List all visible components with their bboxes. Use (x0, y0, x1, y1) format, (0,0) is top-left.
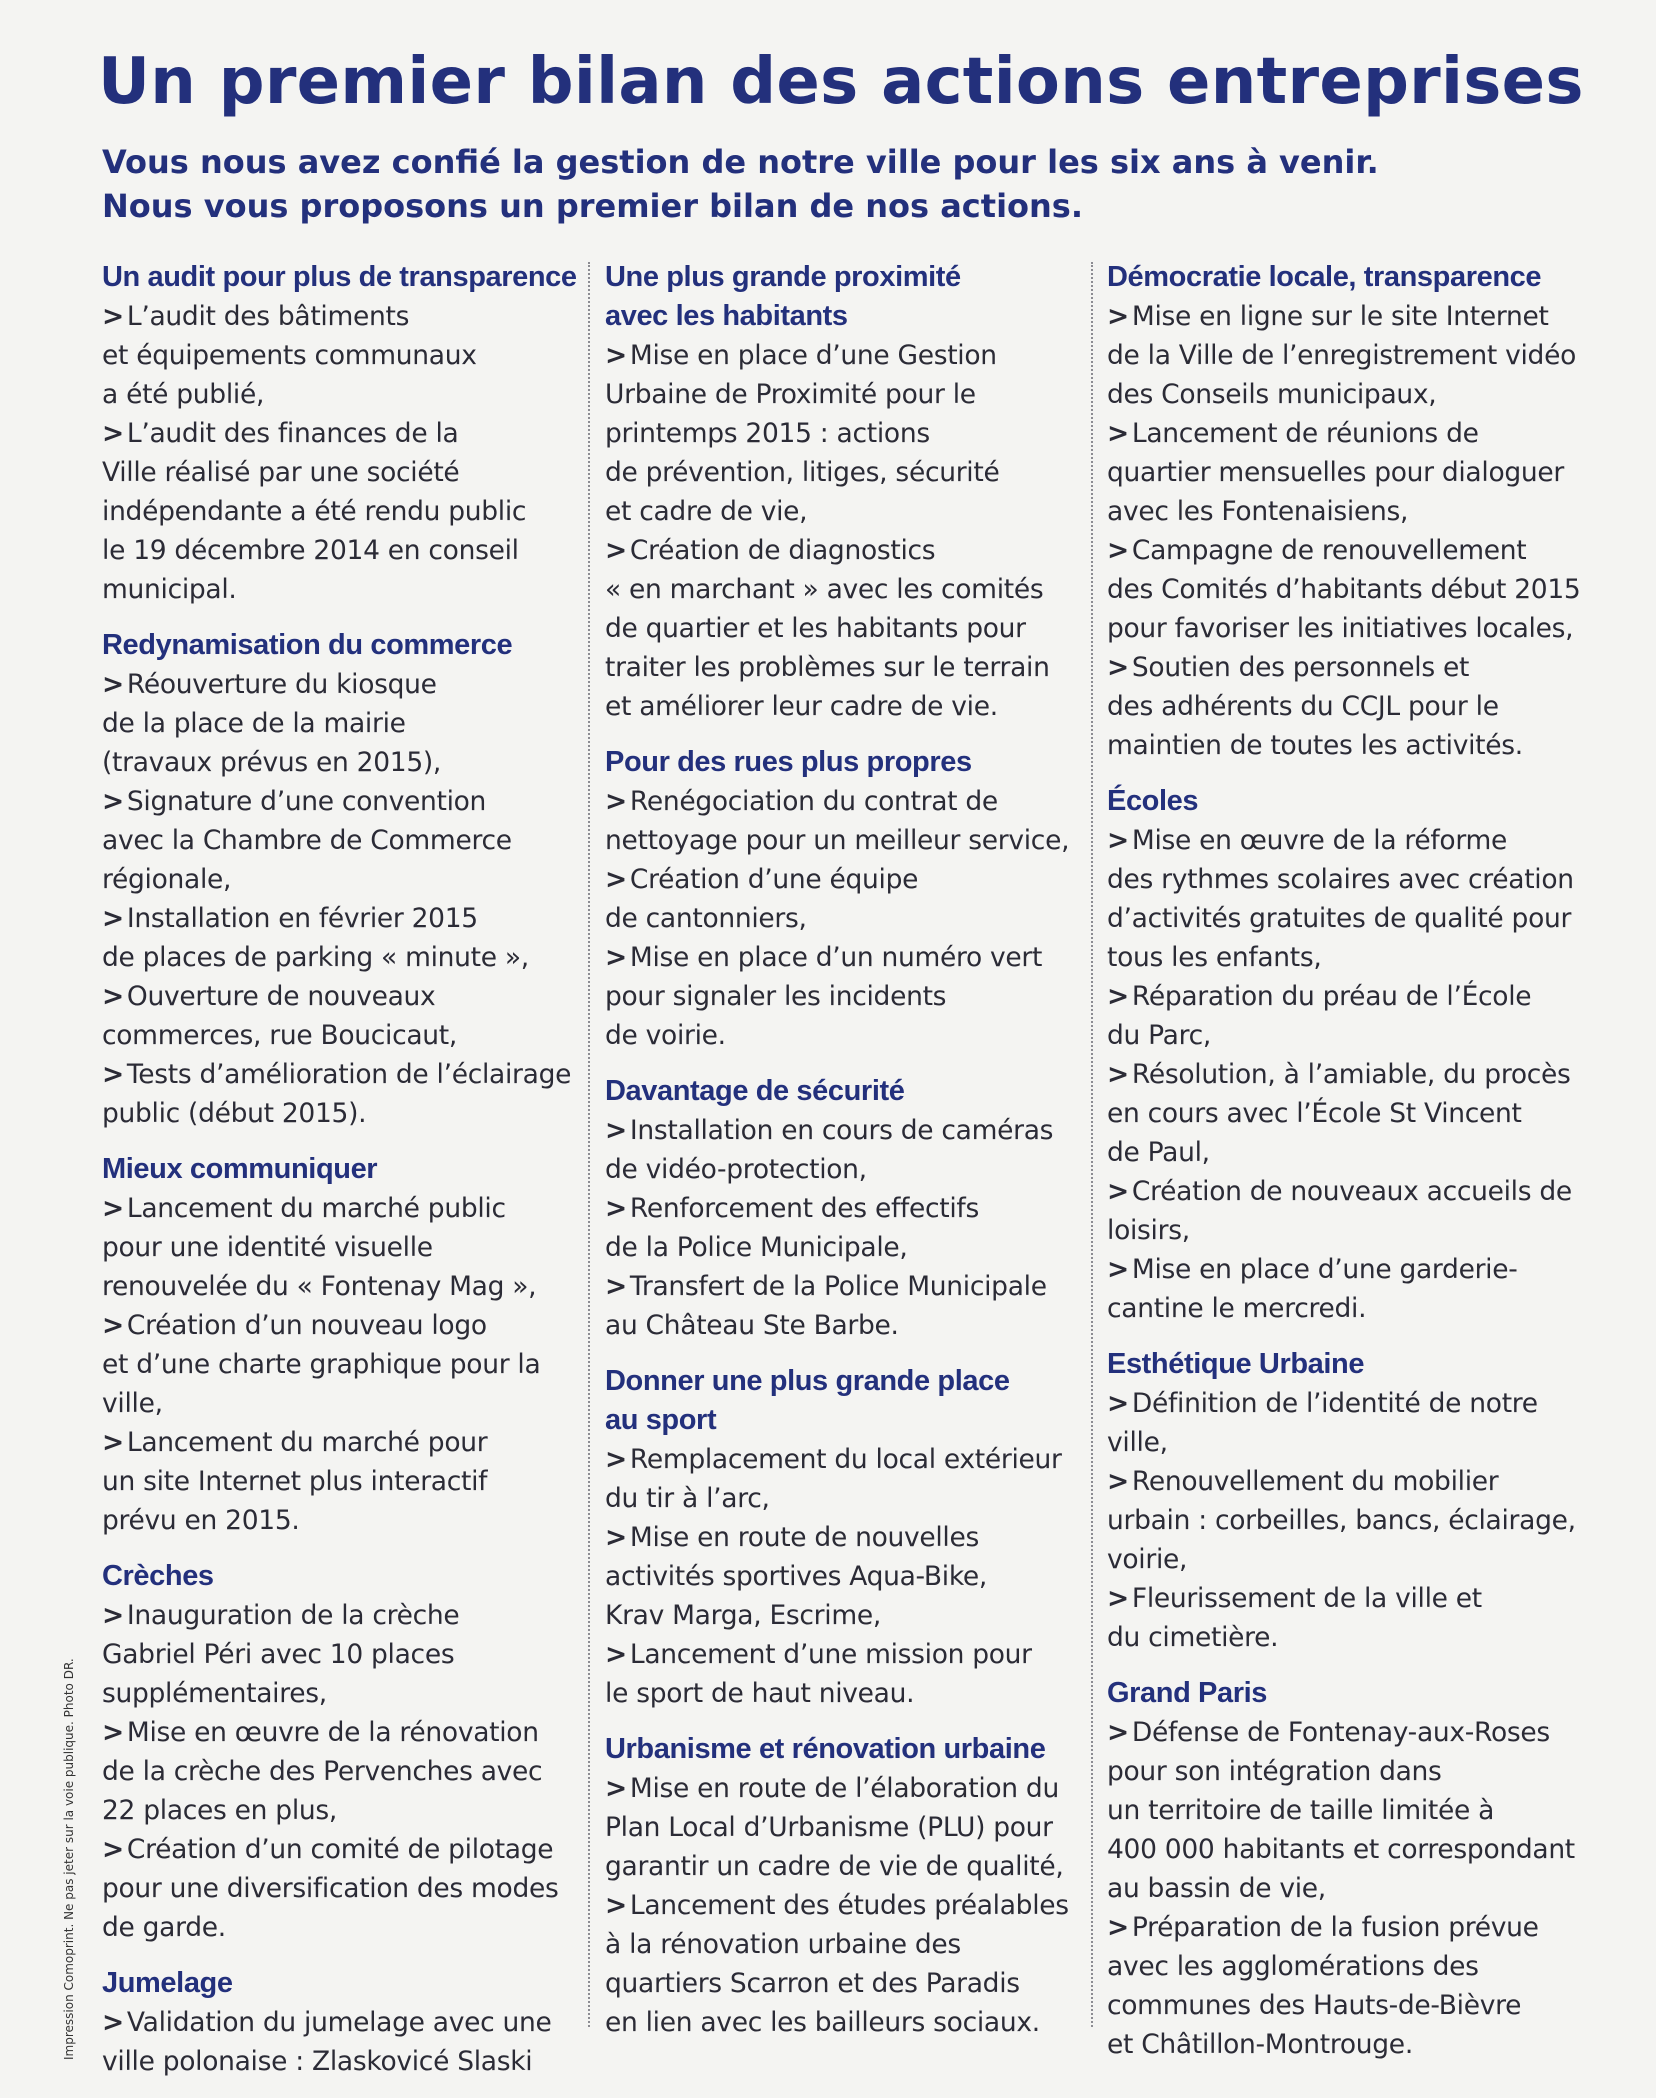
bullet-arrow-icon: > (102, 1310, 124, 1341)
list-item (102, 414, 578, 609)
list-item-line: public (début 2015). (102, 1098, 367, 1129)
action-list (1107, 1384, 1587, 1657)
section-heading (1107, 258, 1587, 297)
list-item (102, 899, 578, 977)
bullet-arrow-icon: > (1107, 1388, 1129, 1419)
bullet-arrow-icon: > (605, 1115, 627, 1146)
list-item-line: des Conseils municipaux, (1107, 379, 1437, 410)
section-heading-line: Mieux communiquer (102, 1153, 378, 1185)
list-item-line: en lien avec les bailleurs sociaux. (605, 2007, 1040, 2038)
list-item-line: du cimetière. (1107, 1622, 1279, 1653)
list-item-line: tous les enfants, (1107, 942, 1322, 973)
action-list (605, 1440, 1085, 1713)
action-list (102, 2003, 578, 2081)
list-item-line: de places de parking « minute », (102, 942, 529, 973)
list-item (605, 1267, 1085, 1345)
bullet-arrow-icon: > (605, 535, 627, 566)
list-item-line: et équipements communaux (102, 340, 477, 371)
section-heading (102, 626, 578, 665)
section (102, 1557, 578, 1947)
list-item (1107, 1384, 1587, 1462)
action-list (605, 336, 1085, 726)
section-heading-line: Une plus grande proximité (605, 261, 961, 293)
list-item-line: Lancement du marché public (126, 1193, 506, 1224)
bullet-arrow-icon: > (1107, 1254, 1129, 1285)
list-item (1107, 977, 1587, 1055)
list-item-line: Ouverture de nouveaux (126, 981, 436, 1012)
bullet-arrow-icon: > (102, 669, 124, 700)
list-item-line: Soutien des personnels et (1131, 652, 1470, 683)
section (605, 1730, 1085, 2042)
list-item-line: des adhérents du CCJL pour le (1107, 691, 1499, 722)
list-item-line: communes des Hauts-de-Bièvre (1107, 1990, 1522, 2021)
column-1 (102, 258, 578, 2098)
bullet-arrow-icon: > (1107, 1912, 1129, 1943)
list-item-line: Remplacement du local extérieur (629, 1444, 1062, 1475)
list-item-line: (travaux prévus en 2015), (102, 747, 442, 778)
bullet-arrow-icon: > (102, 1600, 124, 1631)
list-item (102, 1596, 578, 1713)
list-item-line: avec les agglomérations des (1107, 1951, 1479, 1982)
section-heading (605, 1730, 1085, 1769)
list-item-line: garantir un cadre de vie de qualité, (605, 1851, 1064, 1882)
section (102, 626, 578, 1133)
bullet-arrow-icon: > (605, 1271, 627, 1302)
list-item (1107, 414, 1587, 531)
list-item-line: Renégociation du contrat de (629, 786, 998, 817)
section-heading-line: Urbanisme et rénovation urbaine (605, 1733, 1046, 1765)
list-item-line: de la Ville de l’enregistrement vidéo (1107, 340, 1576, 371)
list-item (1107, 1250, 1587, 1328)
section (1107, 1674, 1587, 2064)
list-item-line: Mise en place d’une garderie- (1131, 1254, 1518, 1285)
list-item-line: de cantonniers, (605, 903, 807, 934)
section (605, 1072, 1085, 1345)
list-item-line: L’audit des finances de la (126, 418, 459, 449)
section-heading-line: Démocratie locale, transparence (1107, 261, 1542, 293)
list-item-line: maintien de toutes les activités. (1107, 730, 1523, 761)
bullet-arrow-icon: > (1107, 535, 1129, 566)
list-item-line: L’audit des bâtiments (126, 301, 410, 332)
section-heading (1107, 1345, 1587, 1384)
action-list (1107, 821, 1587, 1328)
list-item-line: pour signaler les incidents (605, 981, 947, 1012)
list-item (1107, 1172, 1587, 1250)
section-heading (1107, 782, 1587, 821)
list-item-line: Ville réalisé par une société (102, 457, 460, 488)
list-item-line: Création de diagnostics (629, 535, 936, 566)
list-item (1107, 1579, 1587, 1657)
list-item-line: Lancement des études préalables (629, 1890, 1069, 1921)
list-item (605, 1440, 1085, 1518)
section (605, 743, 1085, 1055)
bullet-arrow-icon: > (1107, 418, 1129, 449)
intro-line: Vous nous avez confié la gestion de notre ville pour les six ans à venir. (102, 143, 1379, 181)
list-item (605, 1769, 1085, 1886)
list-item-line: pour une identité visuelle (102, 1232, 433, 1263)
list-item-line: voirie, (1107, 1544, 1188, 1575)
list-item-line: Mise en œuvre de la rénovation (126, 1717, 539, 1748)
list-item-line: de Paul, (1107, 1137, 1210, 1168)
column-divider (588, 262, 590, 2027)
list-item (605, 1886, 1085, 2042)
section-heading-line: au sport (605, 1404, 717, 1436)
list-item (605, 1111, 1085, 1189)
list-item-line: Tests d’amélioration de l’éclairage (126, 1059, 572, 1090)
list-item (1107, 1462, 1587, 1579)
section-heading-line: Écoles (1107, 785, 1199, 817)
list-item-line: pour son intégration dans (1107, 1756, 1442, 1787)
section-heading-line: avec les habitants (605, 300, 848, 332)
list-item-line: Préparation de la fusion prévue (1131, 1912, 1539, 1943)
list-item-line: de la crèche des Pervenches avec (102, 1756, 543, 1787)
section-heading (102, 1964, 578, 2003)
list-item (102, 665, 578, 782)
list-item-line: Krav Marga, Escrime, (605, 1600, 881, 1631)
section (1107, 258, 1587, 765)
list-item-line: commerces, rue Boucicaut, (102, 1020, 458, 1051)
list-item-line: et Châtillon-Montrouge. (1107, 2029, 1413, 2060)
bullet-arrow-icon: > (605, 1890, 627, 1921)
action-list (102, 1596, 578, 1947)
section (605, 1362, 1085, 1713)
list-item-line: activités sportives Aqua-Bike, (605, 1561, 988, 1592)
list-item (1107, 1713, 1587, 1908)
list-item-line: d’activités gratuites de qualité pour (1107, 903, 1572, 934)
list-item-line: 400 000 habitants et correspondant (1107, 1834, 1575, 1865)
list-item-line: de la Police Municipale, (605, 1232, 908, 1263)
bullet-arrow-icon: > (102, 903, 124, 934)
bullet-arrow-icon: > (1107, 652, 1129, 683)
column-3 (1107, 258, 1587, 2081)
section-heading (605, 743, 1085, 782)
section-heading (605, 1362, 1085, 1440)
list-item-line: Plan Local d’Urbanisme (PLU) pour (605, 1812, 1053, 1843)
section-heading-line: Pour des rues plus propres (605, 746, 972, 778)
list-item-line: urbain : corbeilles, bancs, éclairage, (1107, 1505, 1576, 1536)
photo-credit: Impression Comoprint. Ne pas jeter sur la voie publique. Photo DR. (62, 1658, 76, 2060)
list-item (102, 1713, 578, 1830)
bullet-arrow-icon: > (1107, 1583, 1129, 1614)
list-item-line: et cadre de vie, (605, 496, 808, 527)
list-item-line: Transfert de la Police Municipale (629, 1271, 1047, 1302)
list-item-line: un territoire de taille limitée à (1107, 1795, 1495, 1826)
list-item-line: Lancement d’une mission pour (629, 1639, 1032, 1670)
section-heading-line: Jumelage (102, 1967, 233, 1999)
list-item (102, 1189, 578, 1306)
action-list (605, 1769, 1085, 2042)
list-item-line: Réouverture du kiosque (126, 669, 437, 700)
list-item-line: de vidéo-protection, (605, 1154, 867, 1185)
bullet-arrow-icon: > (102, 1059, 124, 1090)
list-item-line: Inauguration de la crèche (126, 1600, 460, 1631)
list-item-line: et d’une charte graphique pour la ville, (102, 1349, 541, 1419)
bullet-arrow-icon: > (102, 2007, 124, 2038)
section-heading-line: Esthétique Urbaine (1107, 1348, 1365, 1380)
list-item-line: a été publié, (102, 379, 265, 410)
action-list (1107, 297, 1587, 765)
list-item-line: pour favoriser les initiatives locales, (1107, 613, 1574, 644)
list-item-line: quartier mensuelles pour dialoguer (1107, 457, 1564, 488)
list-item-line: Lancement du marché pour (126, 1427, 488, 1458)
bullet-arrow-icon: > (605, 786, 627, 817)
list-item-line: traiter les problèmes sur le terrain (605, 652, 1050, 683)
list-item-line: Renforcement des effectifs (629, 1193, 979, 1224)
list-item-line: Campagne de renouvellement (1131, 535, 1527, 566)
list-item-line: renouvelée du « Fontenay Mag », (102, 1271, 537, 1302)
list-item-line: Mise en ligne sur le site Internet (1131, 301, 1549, 332)
section-heading-line: Crèches (102, 1560, 214, 1592)
list-item-line: Résolution, à l’amiable, du procès (1131, 1059, 1571, 1090)
list-item-line: des Comités d’habitants début 2015 (1107, 574, 1581, 605)
list-item-line: municipal. (102, 574, 237, 605)
list-item (102, 297, 578, 414)
list-item-line: prévu en 2015. (102, 1505, 300, 1536)
bullet-arrow-icon: > (102, 1834, 124, 1865)
list-item-line: Mise en œuvre de la réforme (1131, 825, 1507, 856)
section-heading-line: Davantage de sécurité (605, 1075, 905, 1107)
list-item-line: loisirs, (1107, 1215, 1190, 1246)
list-item (102, 1055, 578, 1133)
list-item (1107, 821, 1587, 977)
list-item-line: Urbaine de Proximité pour le (605, 379, 976, 410)
list-item-line: Installation en cours de caméras (629, 1115, 1054, 1146)
column-divider (1091, 262, 1093, 2027)
bullet-arrow-icon: > (605, 1773, 627, 1804)
bullet-arrow-icon: > (1107, 1717, 1129, 1748)
action-list (102, 297, 578, 609)
bullet-arrow-icon: > (605, 864, 627, 895)
list-item (1107, 531, 1587, 648)
bullet-arrow-icon: > (605, 942, 627, 973)
list-item (1107, 648, 1587, 765)
section (102, 258, 578, 609)
bullet-arrow-icon: > (1107, 825, 1129, 856)
list-item-line: Renouvellement du mobilier (1131, 1466, 1499, 1497)
bullet-arrow-icon: > (102, 418, 124, 449)
list-item-line: Mise en place d’un numéro vert (629, 942, 1043, 973)
bullet-arrow-icon: > (102, 1193, 124, 1224)
list-item-line: Gabriel Péri avec 10 places (102, 1639, 455, 1670)
list-item-line: indépendante a été rendu public (102, 496, 527, 527)
list-item-line: supplémentaires, (102, 1678, 327, 1709)
action-list (102, 1189, 578, 1540)
action-list (605, 782, 1085, 1055)
list-item (605, 860, 1085, 938)
list-item (102, 1830, 578, 1947)
section-heading (102, 1150, 578, 1189)
list-item-line: Défense de Fontenay-aux-Roses (1131, 1717, 1550, 1748)
list-item-line: en cours avec l’École St Vincent (1107, 1098, 1522, 1129)
list-item-line: Création d’un comité de pilotage (126, 1834, 554, 1865)
list-item (102, 977, 578, 1055)
section-heading-line: Un audit pour plus de transparence (102, 261, 577, 293)
list-item (605, 531, 1085, 726)
list-item-line: 22 places en plus, (102, 1795, 338, 1826)
list-item (605, 1518, 1085, 1635)
section-heading-line: Grand Paris (1107, 1677, 1267, 1709)
list-item-line: Mise en route de l’élaboration du (629, 1773, 1059, 1804)
action-list (102, 665, 578, 1133)
list-item-line: cantine le mercredi. (1107, 1293, 1367, 1324)
bullet-arrow-icon: > (605, 1193, 627, 1224)
intro-line: Nous vous proposons un premier bilan de nos actions. (102, 187, 1083, 225)
list-item-line: à la rénovation urbaine des (605, 1929, 961, 1960)
section (102, 1964, 578, 2081)
bullet-arrow-icon: > (102, 301, 124, 332)
list-item-line: de voirie. (605, 1020, 726, 1051)
list-item-line: au Château Ste Barbe. (605, 1310, 899, 1341)
list-item-line: de la place de la mairie (102, 708, 406, 739)
list-item-line: et améliorer leur cadre de vie. (605, 691, 998, 722)
list-item (102, 1423, 578, 1540)
list-item (605, 1189, 1085, 1267)
list-item (605, 336, 1085, 531)
list-item (605, 938, 1085, 1055)
bullet-arrow-icon: > (1107, 301, 1129, 332)
section (102, 1150, 578, 1540)
bullet-arrow-icon: > (1107, 1059, 1129, 1090)
list-item (1107, 1908, 1587, 2064)
list-item-line: le 19 décembre 2014 en conseil (102, 535, 519, 566)
action-list (605, 1111, 1085, 1345)
list-item-line: un site Internet plus interactif (102, 1466, 488, 1497)
list-item-line: Création de nouveaux accueils de (1131, 1176, 1572, 1207)
list-item-line: printemps 2015 : actions (605, 418, 930, 449)
list-item (605, 782, 1085, 860)
list-item (1107, 297, 1587, 414)
bullet-arrow-icon: > (605, 1522, 627, 1553)
list-item-line: des rythmes scolaires avec création (1107, 864, 1574, 895)
list-item-line: régionale, (102, 864, 232, 895)
bullet-arrow-icon: > (1107, 1176, 1129, 1207)
section-heading (102, 258, 578, 297)
bullet-arrow-icon: > (605, 1639, 627, 1670)
section (1107, 782, 1587, 1328)
list-item-line: de prévention, litiges, sécurité (605, 457, 1000, 488)
list-item-line: avec les Fontenaisiens, (1107, 496, 1409, 527)
list-item-line: Mise en place d’une Gestion (629, 340, 997, 371)
list-item-line: pour une diversification des modes (102, 1873, 559, 1904)
list-item-line: de garde. (102, 1912, 226, 1943)
bullet-arrow-icon: > (102, 1717, 124, 1748)
list-item-line: Fleurissement de la ville et (1131, 1583, 1482, 1614)
list-item (102, 2003, 578, 2081)
list-item-line: Validation du jumelage avec une (126, 2007, 552, 2038)
list-item-line: le sport de haut niveau. (605, 1678, 915, 1709)
bullet-arrow-icon: > (102, 981, 124, 1012)
bullet-arrow-icon: > (102, 786, 124, 817)
list-item-line: Installation en février 2015 (126, 903, 478, 934)
bullet-arrow-icon: > (605, 1444, 627, 1475)
list-item-line: Signature d’une convention (126, 786, 487, 817)
section (605, 258, 1085, 726)
bullet-arrow-icon: > (102, 1427, 124, 1458)
list-item-line: du Parc, (1107, 1020, 1211, 1051)
section-heading-line: Donner une plus grande place (605, 1365, 1010, 1397)
bullet-arrow-icon: > (1107, 981, 1129, 1012)
section (1107, 1345, 1587, 1657)
bullet-arrow-icon: > (1107, 1466, 1129, 1497)
list-item-line: ville polonaise : Zlaskovicé Slaski (102, 2046, 533, 2077)
section-heading (605, 1072, 1085, 1111)
column-2 (605, 258, 1085, 2059)
section-heading (1107, 1674, 1587, 1713)
action-list (1107, 1713, 1587, 2064)
list-item-line: Réparation du préau de l’École (1131, 981, 1532, 1012)
list-item (1107, 1055, 1587, 1172)
list-item-line: de quartier et les habitants pour (605, 613, 1026, 644)
list-item-line: avec la Chambre de Commerce (102, 825, 512, 856)
list-item-line: Lancement de réunions de (1131, 418, 1479, 449)
section-heading (102, 1557, 578, 1596)
list-item-line: « en marchant » avec les comités (605, 574, 1044, 605)
section-heading (605, 258, 1085, 336)
list-item-line: du tir à l’arc, (605, 1483, 770, 1514)
bullet-arrow-icon: > (605, 340, 627, 371)
intro (102, 140, 1582, 228)
list-item (102, 1306, 578, 1423)
list-item-line: quartiers Scarron et des Paradis (605, 1968, 1020, 1999)
page-title: Un premier bilan des actions entreprises (98, 45, 1584, 119)
list-item-line: Mise en route de nouvelles (629, 1522, 980, 1553)
section-heading-line: Redynamisation du commerce (102, 629, 513, 661)
list-item-line: au bassin de vie, (1107, 1873, 1326, 1904)
list-item-line: Création d’un nouveau logo (126, 1310, 487, 1341)
list-item (605, 1635, 1085, 1713)
list-item-line: nettoyage pour un meilleur service, (605, 825, 1070, 856)
list-item-line: Définition de l’identité de notre ville, (1107, 1388, 1538, 1458)
list-item-line: Création d’une équipe (629, 864, 919, 895)
list-item (102, 782, 578, 899)
